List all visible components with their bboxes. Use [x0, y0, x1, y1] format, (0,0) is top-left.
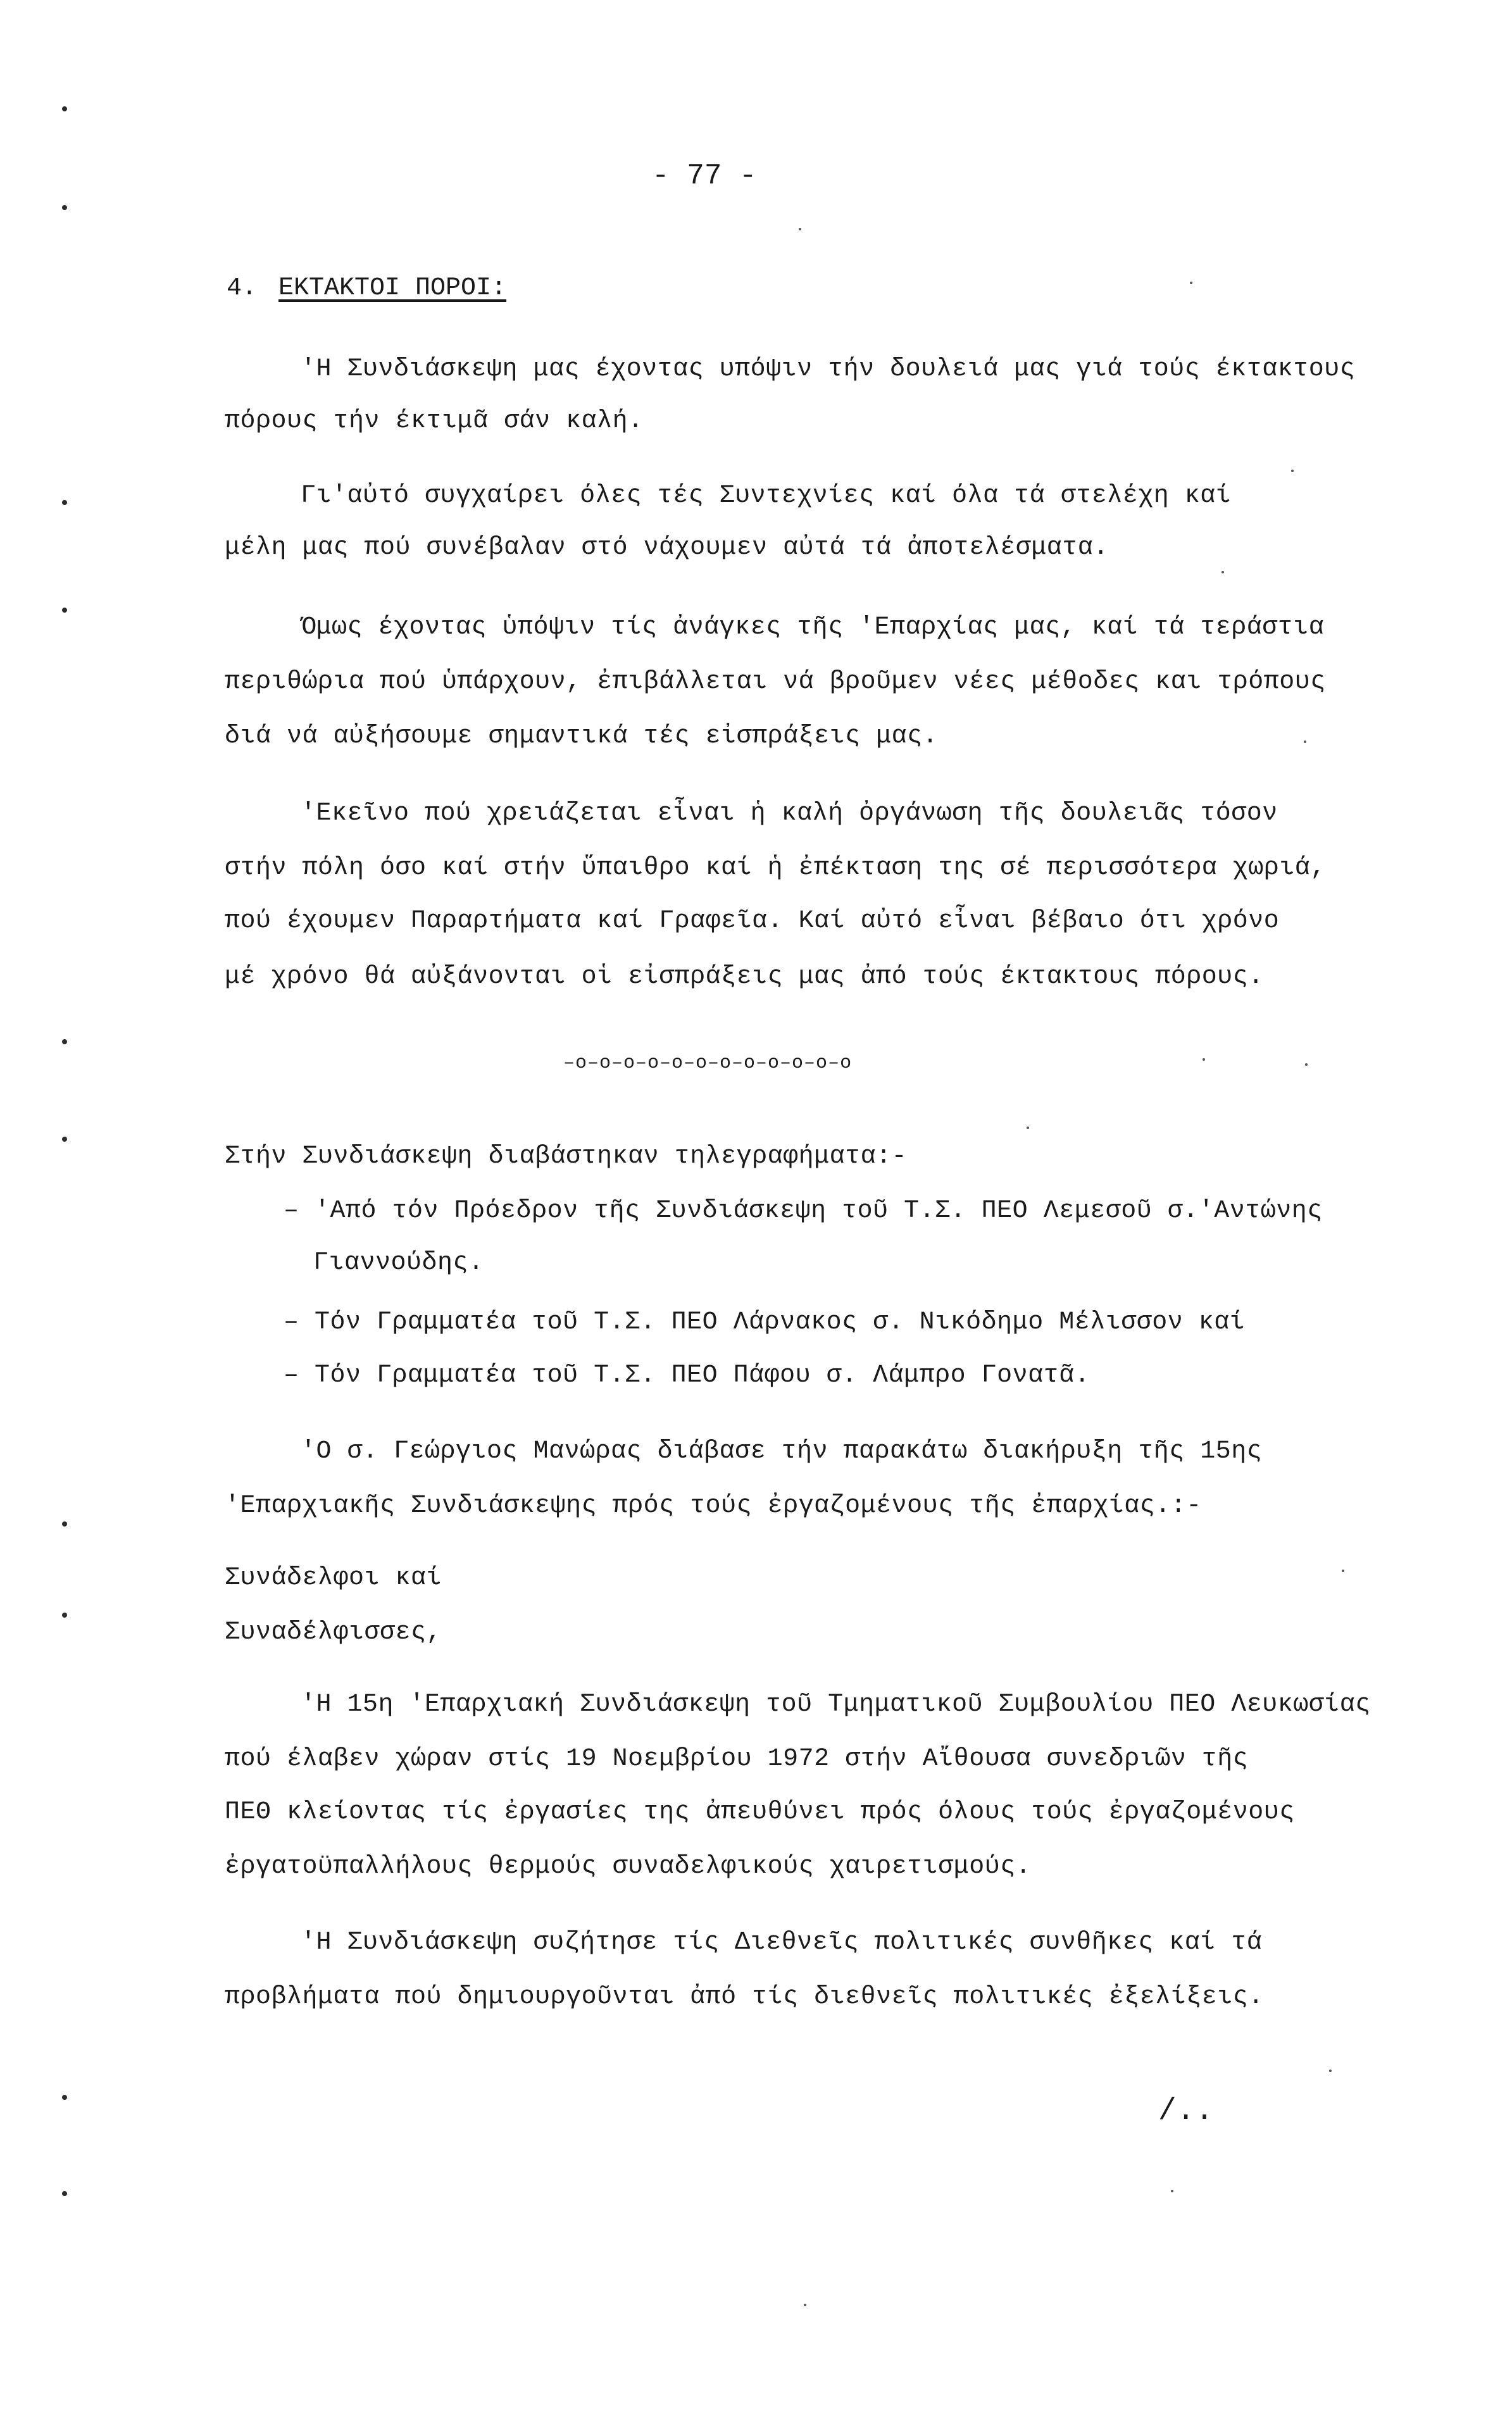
scan-speck — [1342, 1570, 1344, 1572]
paragraph-line: 'Εκεῖνο πού χρειάζεται εἶναι ἡ καλή ὀργάνωση τῆς δουλειᾶς τόσον — [301, 799, 1278, 828]
section-title: ΕΚΤΑΚΤΟΙ ΠΟΡΟΙ: — [278, 274, 507, 303]
paragraph-line: διά νά αὐξήσουμε σημαντικά τές εἰσπράξεις μας. — [225, 722, 939, 751]
section-separator: –o–o–o–o–o–o–o–o–o–o–o–o — [563, 1052, 853, 1074]
margin-mark — [62, 1613, 67, 1618]
paragraph-line: πόρους τήν έκτιμᾶ σάν καλή. — [225, 407, 644, 435]
scan-speck — [1221, 571, 1224, 573]
margin-mark — [62, 1137, 67, 1142]
declaration-line: πού έλαβεν χώραν στίς 19 Νοεμβρίου 1972 στήν Αἴθουσα συνεδριῶν τῆς — [225, 1745, 1249, 1773]
margin-mark — [62, 1521, 67, 1527]
declaration-line: προβλήματα πού δημιουργοῦνται ἀπό τίς διεθνεῖς πολιτικές ἐξελίξεις. — [225, 1983, 1264, 2011]
paragraph-line: Όμως έχοντας ὑπόψιν τίς ἀνάγκες τῆς 'Επαρχίας μας, καί τά τεράστια — [301, 613, 1325, 642]
salutation-line: Συναδέλφισσες, — [225, 1618, 442, 1647]
margin-mark — [62, 500, 67, 505]
section-number: 4. — [227, 274, 258, 303]
scan-speck — [799, 228, 801, 230]
continuation-mark: /.. — [1158, 2094, 1214, 2128]
telegram-item: – 'Από τόν Πρόεδρον τῆς Συνδιάσκεψη τοῦ Τ.Σ. ΠΕΟ Λεμεσοῦ σ.'Αντώνης — [284, 1197, 1323, 1225]
margin-mark — [62, 608, 67, 613]
paragraph-line: Γι'αὐτό συγχαίρει όλες τές Συντεχνίες καί όλα τά στελέχη καί — [301, 482, 1232, 510]
scan-speck — [1291, 470, 1294, 472]
margin-mark — [62, 2191, 67, 2196]
declaration-line: 'Η Συνδιάσκεψη συζήτησε τίς Διεθνεῖς πολιτικές συνθῆκες καί τά — [301, 1928, 1263, 1957]
scan-speck — [1171, 2190, 1173, 2192]
telegram-item: – Τόν Γραμματέα τοῦ Τ.Σ. ΠΕΟ Πάφου σ. Λάμπρο Γονατᾶ. — [284, 1361, 1090, 1390]
declaration-line: 'Η 15η 'Επαρχιακή Συνδιάσκεψη τοῦ Τμηματικοῦ Συμβουλίου ΠΕΟ Λευκωσίας — [301, 1690, 1371, 1719]
margin-mark — [62, 106, 67, 111]
scan-speck — [1329, 2070, 1332, 2072]
paragraph-line: περιθώρια πού ὑπάρχουν, ἐπιβάλλεται νά βροῦμεν νέες μέθοδες και τρόπους — [225, 668, 1326, 696]
page-number: - 77 - — [652, 159, 757, 192]
margin-mark — [62, 1039, 67, 1044]
salutation-line: Συνάδελφοι καί — [225, 1564, 442, 1592]
telegrams-intro: Στήν Συνδιάσκεψη διαβάστηκαν τηλεγραφήματα:- — [225, 1142, 908, 1171]
scan-speck — [1027, 1127, 1029, 1129]
scan-speck — [1190, 282, 1192, 284]
scan-speck — [804, 2304, 806, 2306]
telegram-item-continuation: Γιαννούδης. — [313, 1249, 484, 1277]
paragraph-line: στήν πόλη όσο καί στήν ὕπαιθρο καί ἡ ἐπέκταση της σέ περισσότερα χωριά, — [225, 854, 1326, 882]
scan-speck — [1304, 740, 1306, 743]
margin-mark — [62, 205, 67, 210]
declaration-intro-line: 'Ο σ. Γεώργιος Μανώρας διάβασε τήν παρακάτω διακήρυξη τῆς 15ης — [301, 1437, 1263, 1466]
paragraph-line: μέ χρόνο θά αὐξάνονται οἱ εἰσπράξεις μας ἀπό τούς έκτακτους πόρους. — [225, 963, 1264, 991]
scan-speck — [1203, 1058, 1205, 1061]
declaration-line: ΠΕΘ κλείοντας τίς ἐργασίες της ἀπευθύνει πρός όλους τούς ἐργαζομένους — [225, 1798, 1295, 1827]
scan-speck — [1305, 1063, 1308, 1066]
paragraph-line: 'Η Συνδιάσκεψη μας έχοντας υπόψιν τήν δουλειά μας γιά τούς έκτακτους — [301, 355, 1356, 384]
telegram-item: – Τόν Γραμματέα τοῦ Τ.Σ. ΠΕΟ Λάρνακος σ. Νικόδημο Μέλισσον καί — [284, 1308, 1246, 1337]
paragraph-line: μέλη μας πού συνέβαλαν στό νάχουμεν αὐτά τά ἀποτελέσματα. — [225, 534, 1109, 562]
declaration-intro-line: 'Επαρχιακῆς Συνδιάσκεψης πρός τούς ἐργαζομένους τῆς ἐπαρχίας.:- — [225, 1492, 1202, 1520]
paragraph-line: πού έχουμεν Παραρτήματα καί Γραφεῖα. Καί αὐτό εἶναι βέβαιο ότι χρόνο — [225, 907, 1280, 935]
margin-mark — [62, 2095, 67, 2100]
declaration-line: ἐργατοϋπαλλήλους θερμούς συναδελφικούς χαιρετισμούς. — [225, 1852, 1032, 1881]
